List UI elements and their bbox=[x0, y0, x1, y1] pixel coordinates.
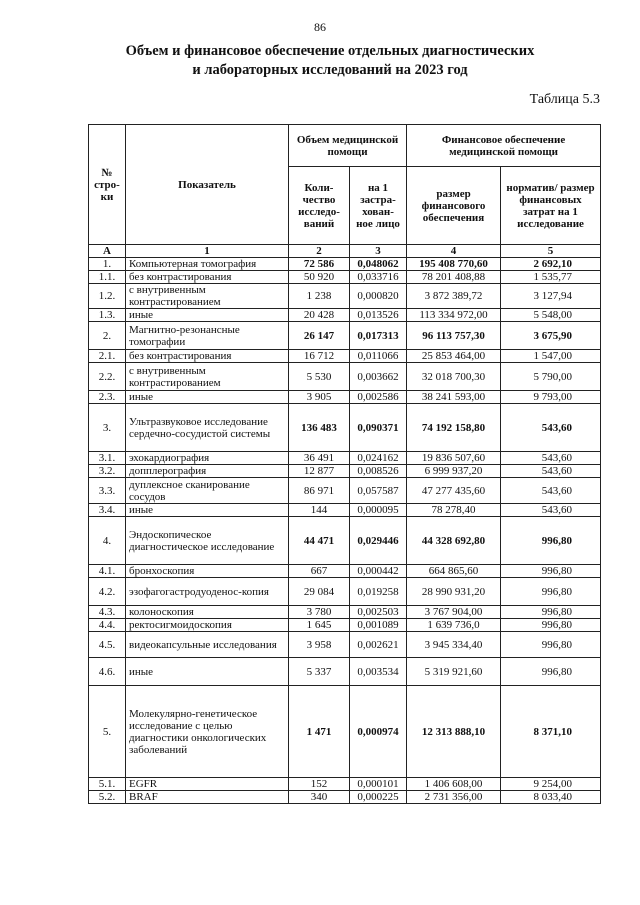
row-number: 2.2. bbox=[89, 363, 126, 391]
row-norm: 8 371,10 bbox=[501, 686, 601, 778]
column-number: 4 bbox=[407, 245, 501, 258]
row-norm: 543,60 bbox=[501, 404, 601, 452]
row-number: 3. bbox=[89, 404, 126, 452]
row-per-insured: 0,002503 bbox=[350, 606, 407, 619]
header-finance-group: Финансовое обеспечение медицинской помощи bbox=[407, 125, 601, 167]
row-indicator: с внутривенным контрастированием bbox=[126, 284, 289, 309]
table-row bbox=[89, 452, 601, 465]
row-count: 1 645 bbox=[289, 619, 350, 632]
row-norm: 996,80 bbox=[501, 632, 601, 658]
column-number-row bbox=[89, 245, 601, 258]
row-number: 4.1. bbox=[89, 565, 126, 578]
row-count: 16 712 bbox=[289, 350, 350, 363]
table-row bbox=[89, 309, 601, 322]
row-amount: 195 408 770,60 bbox=[407, 258, 501, 271]
table-row bbox=[89, 350, 601, 363]
row-amount: 2 731 356,00 bbox=[407, 791, 501, 804]
row-norm: 996,80 bbox=[501, 565, 601, 578]
table-row bbox=[89, 606, 601, 619]
column-number: 2 bbox=[289, 245, 350, 258]
row-indicator: иные bbox=[126, 391, 289, 404]
row-norm: 543,60 bbox=[501, 465, 601, 478]
table-row bbox=[89, 271, 601, 284]
row-indicator: без контрастирования bbox=[126, 350, 289, 363]
row-norm: 9 254,00 bbox=[501, 778, 601, 791]
row-norm: 996,80 bbox=[501, 517, 601, 565]
column-number: 3 bbox=[350, 245, 407, 258]
row-indicator: иные bbox=[126, 658, 289, 686]
row-indicator: EGFR bbox=[126, 778, 289, 791]
row-count: 1 471 bbox=[289, 686, 350, 778]
row-amount: 47 277 435,60 bbox=[407, 478, 501, 504]
row-indicator: Эндоскопическое диагностическое исследование bbox=[126, 517, 289, 565]
row-per-insured: 0,024162 bbox=[350, 452, 407, 465]
table-row bbox=[89, 565, 601, 578]
row-norm: 3 127,94 bbox=[501, 284, 601, 309]
row-amount: 3 872 389,72 bbox=[407, 284, 501, 309]
row-indicator: видеокапсульные исследования bbox=[126, 632, 289, 658]
row-per-insured: 0,000820 bbox=[350, 284, 407, 309]
row-count: 3 905 bbox=[289, 391, 350, 404]
column-number: А bbox=[89, 245, 126, 258]
table-row bbox=[89, 791, 601, 804]
row-number: 4.5. bbox=[89, 632, 126, 658]
table-row bbox=[89, 686, 601, 778]
row-amount: 28 990 931,20 bbox=[407, 578, 501, 606]
row-number: 5.1. bbox=[89, 778, 126, 791]
row-count: 12 877 bbox=[289, 465, 350, 478]
row-number: 3.2. bbox=[89, 465, 126, 478]
row-norm: 9 793,00 bbox=[501, 391, 601, 404]
table-row bbox=[89, 465, 601, 478]
row-norm: 543,60 bbox=[501, 504, 601, 517]
row-norm: 996,80 bbox=[501, 658, 601, 686]
row-number: 2.3. bbox=[89, 391, 126, 404]
row-count: 20 428 bbox=[289, 309, 350, 322]
row-per-insured: 0,013526 bbox=[350, 309, 407, 322]
row-indicator: BRAF bbox=[126, 791, 289, 804]
row-number: 4.4. bbox=[89, 619, 126, 632]
table-row bbox=[89, 778, 601, 791]
row-amount: 78 201 408,88 bbox=[407, 271, 501, 284]
row-per-insured: 0,000225 bbox=[350, 791, 407, 804]
header-amount: размер финансового обеспечения bbox=[407, 167, 501, 245]
row-amount: 6 999 937,20 bbox=[407, 465, 501, 478]
row-norm: 5 790,00 bbox=[501, 363, 601, 391]
table-row bbox=[89, 363, 601, 391]
row-number: 3.1. bbox=[89, 452, 126, 465]
row-indicator: Магнитно-резонансные томографии bbox=[126, 322, 289, 350]
row-per-insured: 0,000095 bbox=[350, 504, 407, 517]
row-amount: 19 836 507,60 bbox=[407, 452, 501, 465]
header-indicator: Показатель bbox=[126, 125, 289, 245]
row-indicator: Ультразвуковое исследование сердечно-сосудистой системы bbox=[126, 404, 289, 452]
row-per-insured: 0,017313 bbox=[350, 322, 407, 350]
row-count: 667 bbox=[289, 565, 350, 578]
row-count: 5 530 bbox=[289, 363, 350, 391]
row-number: 4. bbox=[89, 517, 126, 565]
table-row bbox=[89, 504, 601, 517]
row-count: 144 bbox=[289, 504, 350, 517]
row-indicator: иные bbox=[126, 309, 289, 322]
row-indicator: бронхоскопия bbox=[126, 565, 289, 578]
row-count: 3 780 bbox=[289, 606, 350, 619]
row-norm: 543,60 bbox=[501, 452, 601, 465]
page-number: 86 bbox=[314, 20, 326, 34]
row-per-insured: 0,001089 bbox=[350, 619, 407, 632]
row-indicator: дуплексное сканирование сосудов bbox=[126, 478, 289, 504]
row-count: 86 971 bbox=[289, 478, 350, 504]
row-number: 1.2. bbox=[89, 284, 126, 309]
row-per-insured: 0,000442 bbox=[350, 565, 407, 578]
table-row bbox=[89, 404, 601, 452]
row-indicator: с внутривенным контрастированием bbox=[126, 363, 289, 391]
column-number: 5 bbox=[501, 245, 601, 258]
row-per-insured: 0,033716 bbox=[350, 271, 407, 284]
row-per-insured: 0,057587 bbox=[350, 478, 407, 504]
row-per-insured: 0,008526 bbox=[350, 465, 407, 478]
row-norm: 3 675,90 bbox=[501, 322, 601, 350]
row-norm: 1 547,00 bbox=[501, 350, 601, 363]
table-row bbox=[89, 517, 601, 565]
row-number: 4.2. bbox=[89, 578, 126, 606]
row-per-insured: 0,003534 bbox=[350, 658, 407, 686]
table-row bbox=[89, 284, 601, 309]
table-row bbox=[89, 391, 601, 404]
row-indicator: эхокардиография bbox=[126, 452, 289, 465]
header-count: Коли- чество исследо- ваний bbox=[289, 167, 350, 245]
row-count: 26 147 bbox=[289, 322, 350, 350]
row-per-insured: 0,090371 bbox=[350, 404, 407, 452]
row-indicator: иные bbox=[126, 504, 289, 517]
row-number: 1.3. bbox=[89, 309, 126, 322]
row-number: 3.3. bbox=[89, 478, 126, 504]
row-number: 2. bbox=[89, 322, 126, 350]
row-norm: 996,80 bbox=[501, 578, 601, 606]
row-indicator: Компьютерная томография bbox=[126, 258, 289, 271]
row-count: 3 958 bbox=[289, 632, 350, 658]
row-count: 340 bbox=[289, 791, 350, 804]
row-norm: 543,60 bbox=[501, 478, 601, 504]
row-amount: 96 113 757,30 bbox=[407, 322, 501, 350]
row-amount: 12 313 888,10 bbox=[407, 686, 501, 778]
table-label: Таблица 5.3 bbox=[529, 92, 600, 107]
row-count: 136 483 bbox=[289, 404, 350, 452]
row-count: 1 238 bbox=[289, 284, 350, 309]
row-norm: 996,80 bbox=[501, 619, 601, 632]
row-count: 36 491 bbox=[289, 452, 350, 465]
row-amount: 5 319 921,60 bbox=[407, 658, 501, 686]
row-indicator: ректосигмоидоскопия bbox=[126, 619, 289, 632]
row-indicator: Молекулярно-генетическое исследование с целью диагностики онкологических заболеваний bbox=[126, 686, 289, 778]
row-indicator: допплерография bbox=[126, 465, 289, 478]
row-norm: 5 548,00 bbox=[501, 309, 601, 322]
row-number: 2.1. bbox=[89, 350, 126, 363]
header-row-no: № стро- ки bbox=[89, 125, 126, 245]
row-count: 44 471 bbox=[289, 517, 350, 565]
row-count: 152 bbox=[289, 778, 350, 791]
row-per-insured: 0,029446 bbox=[350, 517, 407, 565]
table-row bbox=[89, 478, 601, 504]
header-volume-group: Объем медицинской помощи bbox=[289, 125, 407, 167]
table-body bbox=[89, 258, 601, 804]
row-indicator: без контрастирования bbox=[126, 271, 289, 284]
row-per-insured: 0,000974 bbox=[350, 686, 407, 778]
table-row bbox=[89, 619, 601, 632]
row-count: 29 084 bbox=[289, 578, 350, 606]
row-count: 72 586 bbox=[289, 258, 350, 271]
row-count: 5 337 bbox=[289, 658, 350, 686]
row-per-insured: 0,002621 bbox=[350, 632, 407, 658]
row-per-insured: 0,003662 bbox=[350, 363, 407, 391]
table-row bbox=[89, 578, 601, 606]
row-amount: 74 192 158,80 bbox=[407, 404, 501, 452]
row-norm: 996,80 bbox=[501, 606, 601, 619]
row-norm: 2 692,10 bbox=[501, 258, 601, 271]
row-amount: 25 853 464,00 bbox=[407, 350, 501, 363]
row-indicator: колоноскопия bbox=[126, 606, 289, 619]
row-amount: 113 334 972,00 bbox=[407, 309, 501, 322]
row-number: 4.3. bbox=[89, 606, 126, 619]
row-number: 5.2. bbox=[89, 791, 126, 804]
row-amount: 1 639 736,0 bbox=[407, 619, 501, 632]
row-number: 5. bbox=[89, 686, 126, 778]
row-amount: 78 278,40 bbox=[407, 504, 501, 517]
row-norm: 8 033,40 bbox=[501, 791, 601, 804]
title-line-1: Объем и финансовое обеспечение отдельных диагностических bbox=[125, 43, 535, 59]
row-amount: 664 865,60 bbox=[407, 565, 501, 578]
header-per-insured: на 1 застра- хован- ное лицо bbox=[350, 167, 407, 245]
row-per-insured: 0,011066 bbox=[350, 350, 407, 363]
table-row bbox=[89, 258, 601, 271]
table-row bbox=[89, 658, 601, 686]
title-line-2: и лабораторных исследований на 2023 год bbox=[192, 62, 468, 78]
row-per-insured: 0,048062 bbox=[350, 258, 407, 271]
row-amount: 32 018 700,30 bbox=[407, 363, 501, 391]
header-norm: норматив/ размер финансовых затрат на 1 исследование bbox=[501, 167, 601, 245]
row-amount: 3 945 334,40 bbox=[407, 632, 501, 658]
row-per-insured: 0,002586 bbox=[350, 391, 407, 404]
row-per-insured: 0,000101 bbox=[350, 778, 407, 791]
row-number: 3.4. bbox=[89, 504, 126, 517]
row-number: 1.1. bbox=[89, 271, 126, 284]
row-amount: 1 406 608,00 bbox=[407, 778, 501, 791]
row-per-insured: 0,019258 bbox=[350, 578, 407, 606]
table-row bbox=[89, 322, 601, 350]
row-count: 50 920 bbox=[289, 271, 350, 284]
column-number: 1 bbox=[126, 245, 289, 258]
document-title bbox=[60, 42, 600, 80]
row-amount: 44 328 692,80 bbox=[407, 517, 501, 565]
table-row bbox=[89, 632, 601, 658]
row-amount: 38 241 593,00 bbox=[407, 391, 501, 404]
row-indicator: эзофагогастродуоденос-копия bbox=[126, 578, 289, 606]
data-table bbox=[88, 124, 601, 804]
row-norm: 1 535,77 bbox=[501, 271, 601, 284]
row-number: 4.6. bbox=[89, 658, 126, 686]
row-number: 1. bbox=[89, 258, 126, 271]
row-amount: 3 767 904,00 bbox=[407, 606, 501, 619]
